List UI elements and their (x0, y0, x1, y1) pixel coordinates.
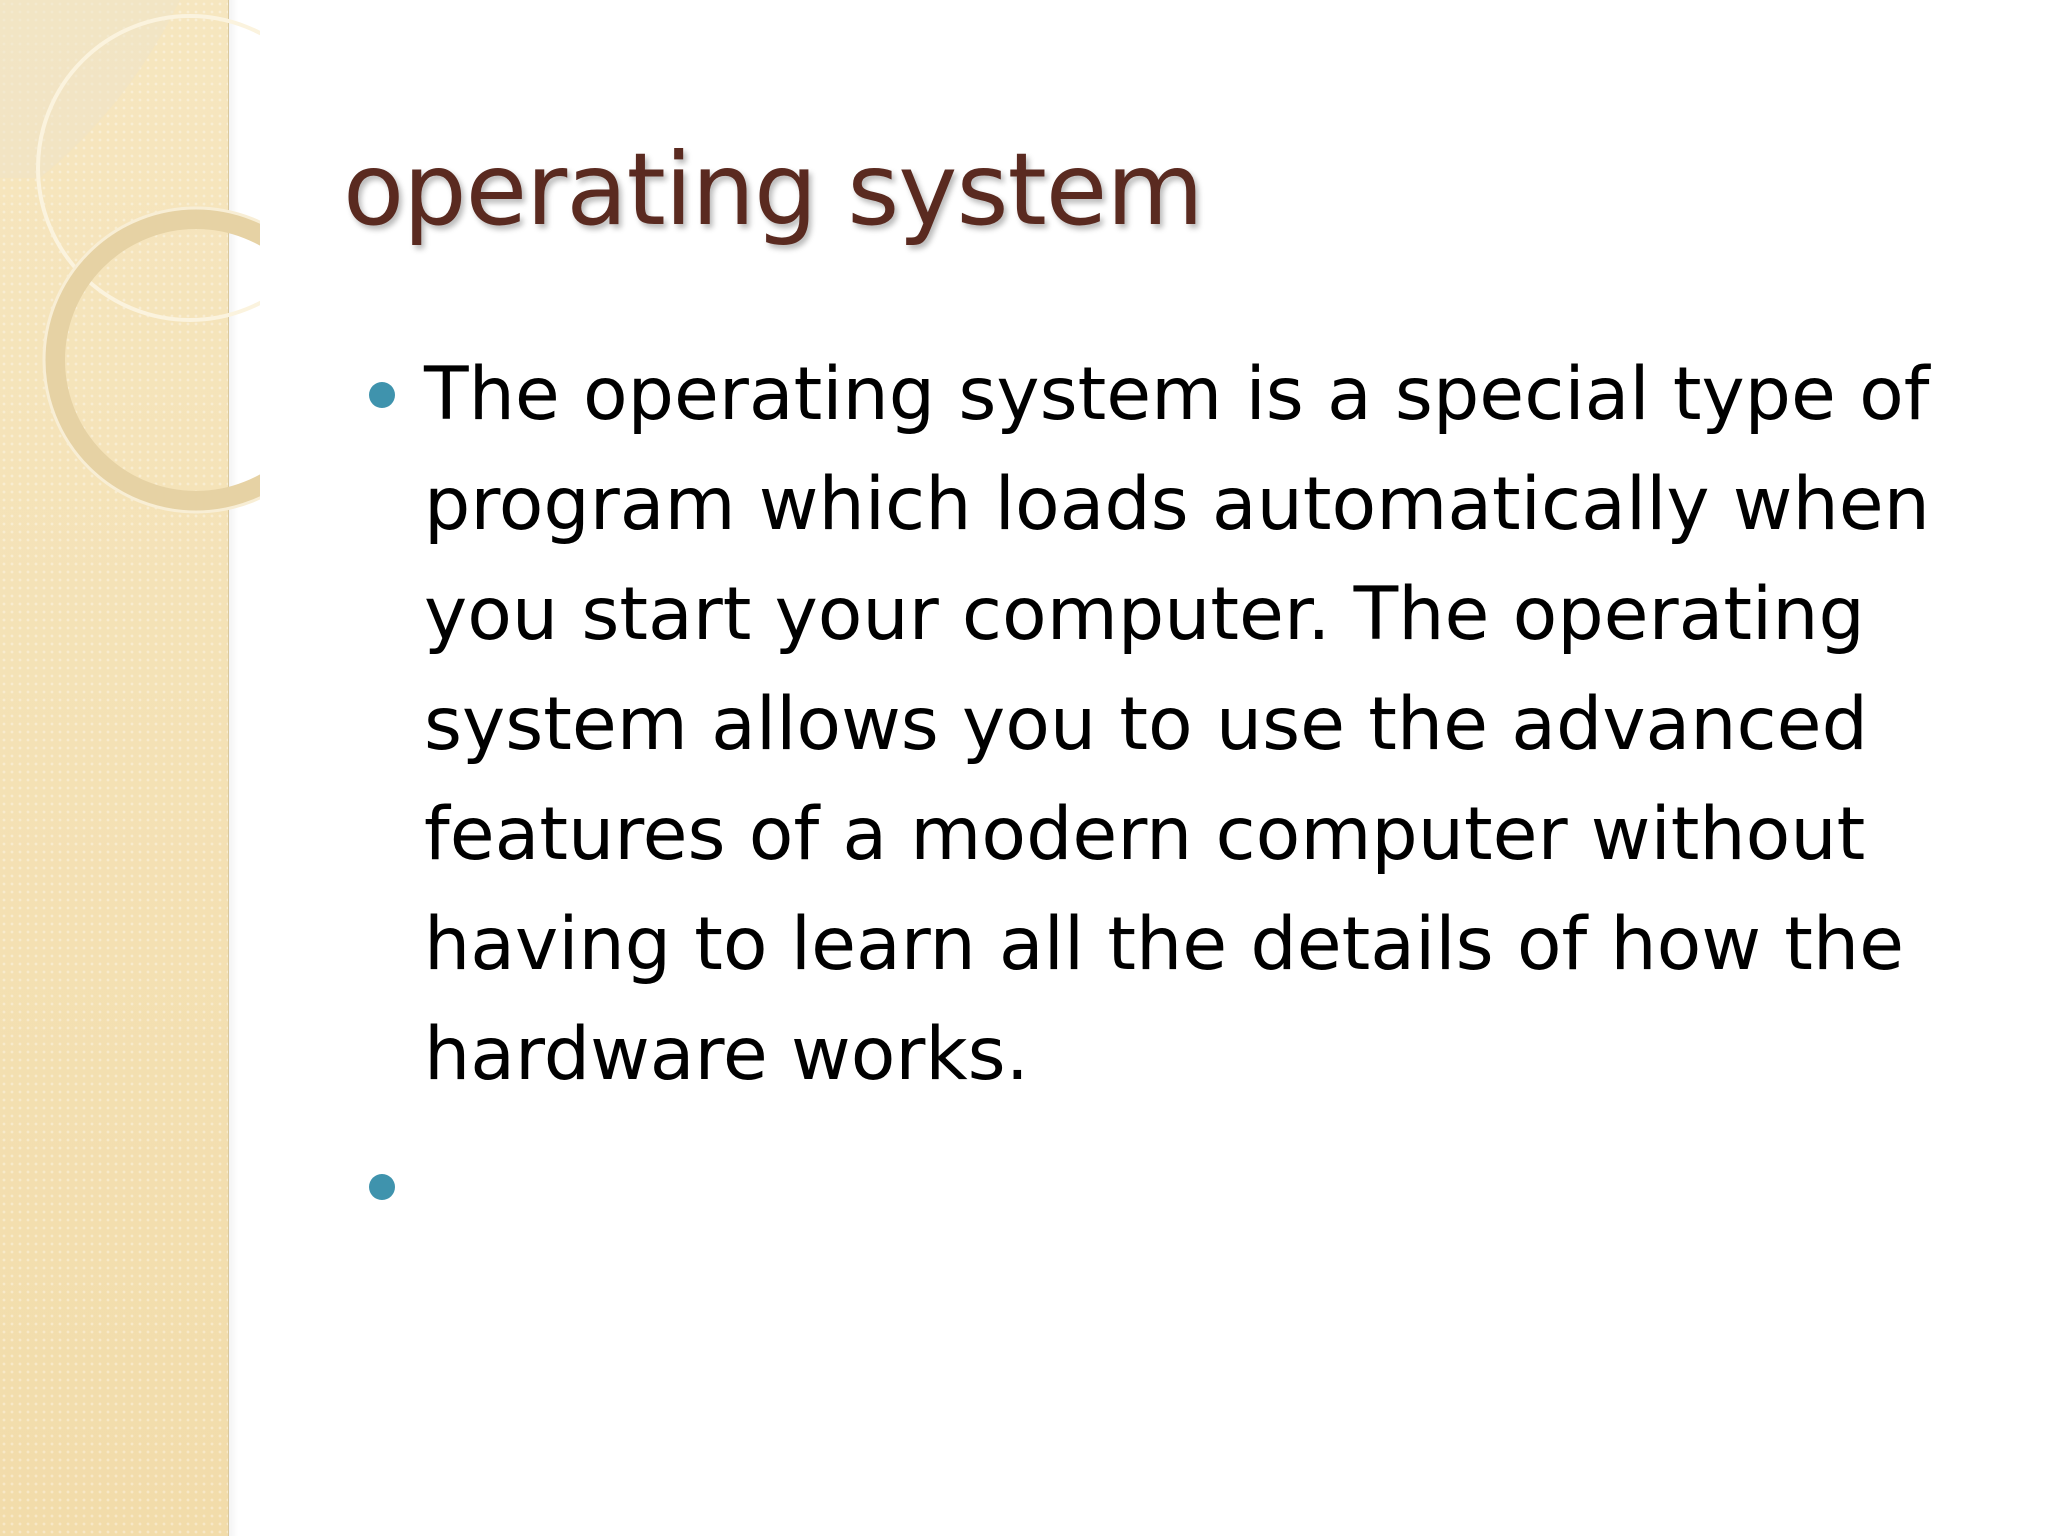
medium-ring (54, 218, 260, 502)
bullet-list (352, 340, 1952, 1242)
bullet-item (352, 340, 1952, 1110)
bullet-icon (369, 1174, 395, 1200)
decorative-rings (0, 0, 260, 520)
medium-ring-highlight (44, 208, 260, 512)
bullet-text: The operating system is a special type of program which loads automatically when you start your computer. The operating system allows you to use the advanced features of a modern computer without having to learn all the details of how the hardware works. (424, 352, 1930, 1097)
slide-title: operating system (343, 131, 1203, 248)
bullet-item-empty (352, 1132, 1952, 1242)
corner-shape (0, 0, 180, 178)
bullet-icon (369, 382, 395, 408)
